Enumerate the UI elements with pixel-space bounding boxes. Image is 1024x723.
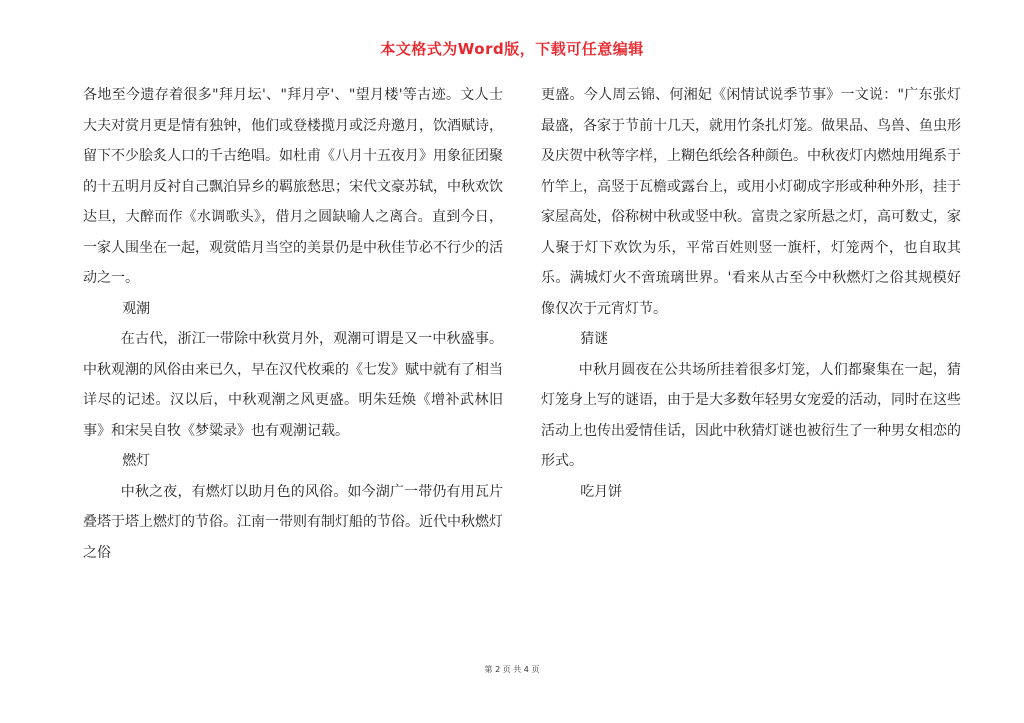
paragraph-riddles: 中秋月圆夜在公共场所挂着很多灯笼，人们都聚集在一起，猜灯笼身上写的谜语，由于是大多数年轻男女宠爱的活动，同时在这些活动上也传出爱情佳话，因此中秋猜灯谜也被衍生了一种男女相恋的形式。 [541,361,961,469]
paragraph-tide-watching: 在古代，浙江一带除中秋赏月外，观潮可谓是又一中秋盛事。中秋观潮的风俗由来已久，早在汉代枚乘的《七发》赋中就有了相当详尽的记述。汉以后，中秋观潮之风更盛。明朱廷焕《增补武林旧事》和宋吴自牧《梦粱录》也有观潮记载。 [83,331,503,439]
section-heading-mooncakes: 吃月饼 [580,483,623,500]
right-text-column [541,80,961,507]
section-heading-tide-watching: 观潮 [122,300,151,317]
paragraph-lantern-lighting-continued: 更盛。今人周云锦、何湘妃《闲情试说季节事》一文说："广东张灯最盛，各家于节前十几天，就用竹条扎灯笼。做果品、鸟兽、鱼虫形及庆贺中秋等字样，上糊色纸绘各种颜色。中秋夜灯内燃烛用绳系于竹竿上，高竖于瓦檐或露台上，或用小灯砌成字形或种种外形，挂于家屋高处，俗称树中秋或竖中秋。富贵之家所悬之灯，高可数丈，家人聚于灯下欢饮为乐，平常百姓则竖一旗杆，灯笼两个，也自取其乐。满城灯火不啻琉璃世界。'看来从古至今中秋燃灯之俗其规模好像仅次于元宵灯节。 [541,87,961,317]
paragraph-lantern-lighting: 中秋之夜，有燃灯以助月色的风俗。如今湖广一带仍有用瓦片叠塔于塔上燃灯的节俗。江南一带则有制灯船的节俗。近代中秋燃灯之俗 [83,483,503,561]
page-number-footer: 第 2 页 共 4 页 [484,665,540,674]
document-header-title: 本文格式为Word版，下载可任意编辑 [380,40,644,58]
left-text-column [83,80,503,568]
section-heading-riddles: 猜谜 [580,331,609,347]
section-heading-lantern-lighting: 燃灯 [122,453,151,469]
paragraph-moon-viewing-relics: 各地至今遗存着很多"拜月坛'、"拜月亭'、"望月楼'等古迹。文人士大夫对赏月更是情有独钟，他们或登楼揽月或泛舟邀月，饮酒赋诗，留下不少脍炙人口的千古绝唱。如杜甫《八月十五夜月》用象征团聚的十五明月反衬自己飘泊异乡的羁旅愁思；宋代文豪苏轼，中秋欢饮达旦，大醉而作《水调歌头》，借月之圆缺喻人之离合。直到今日，一家人围坐在一起，观赏皓月当空的美景仍是中秋佳节必不行少的活动之一。 [83,87,503,286]
